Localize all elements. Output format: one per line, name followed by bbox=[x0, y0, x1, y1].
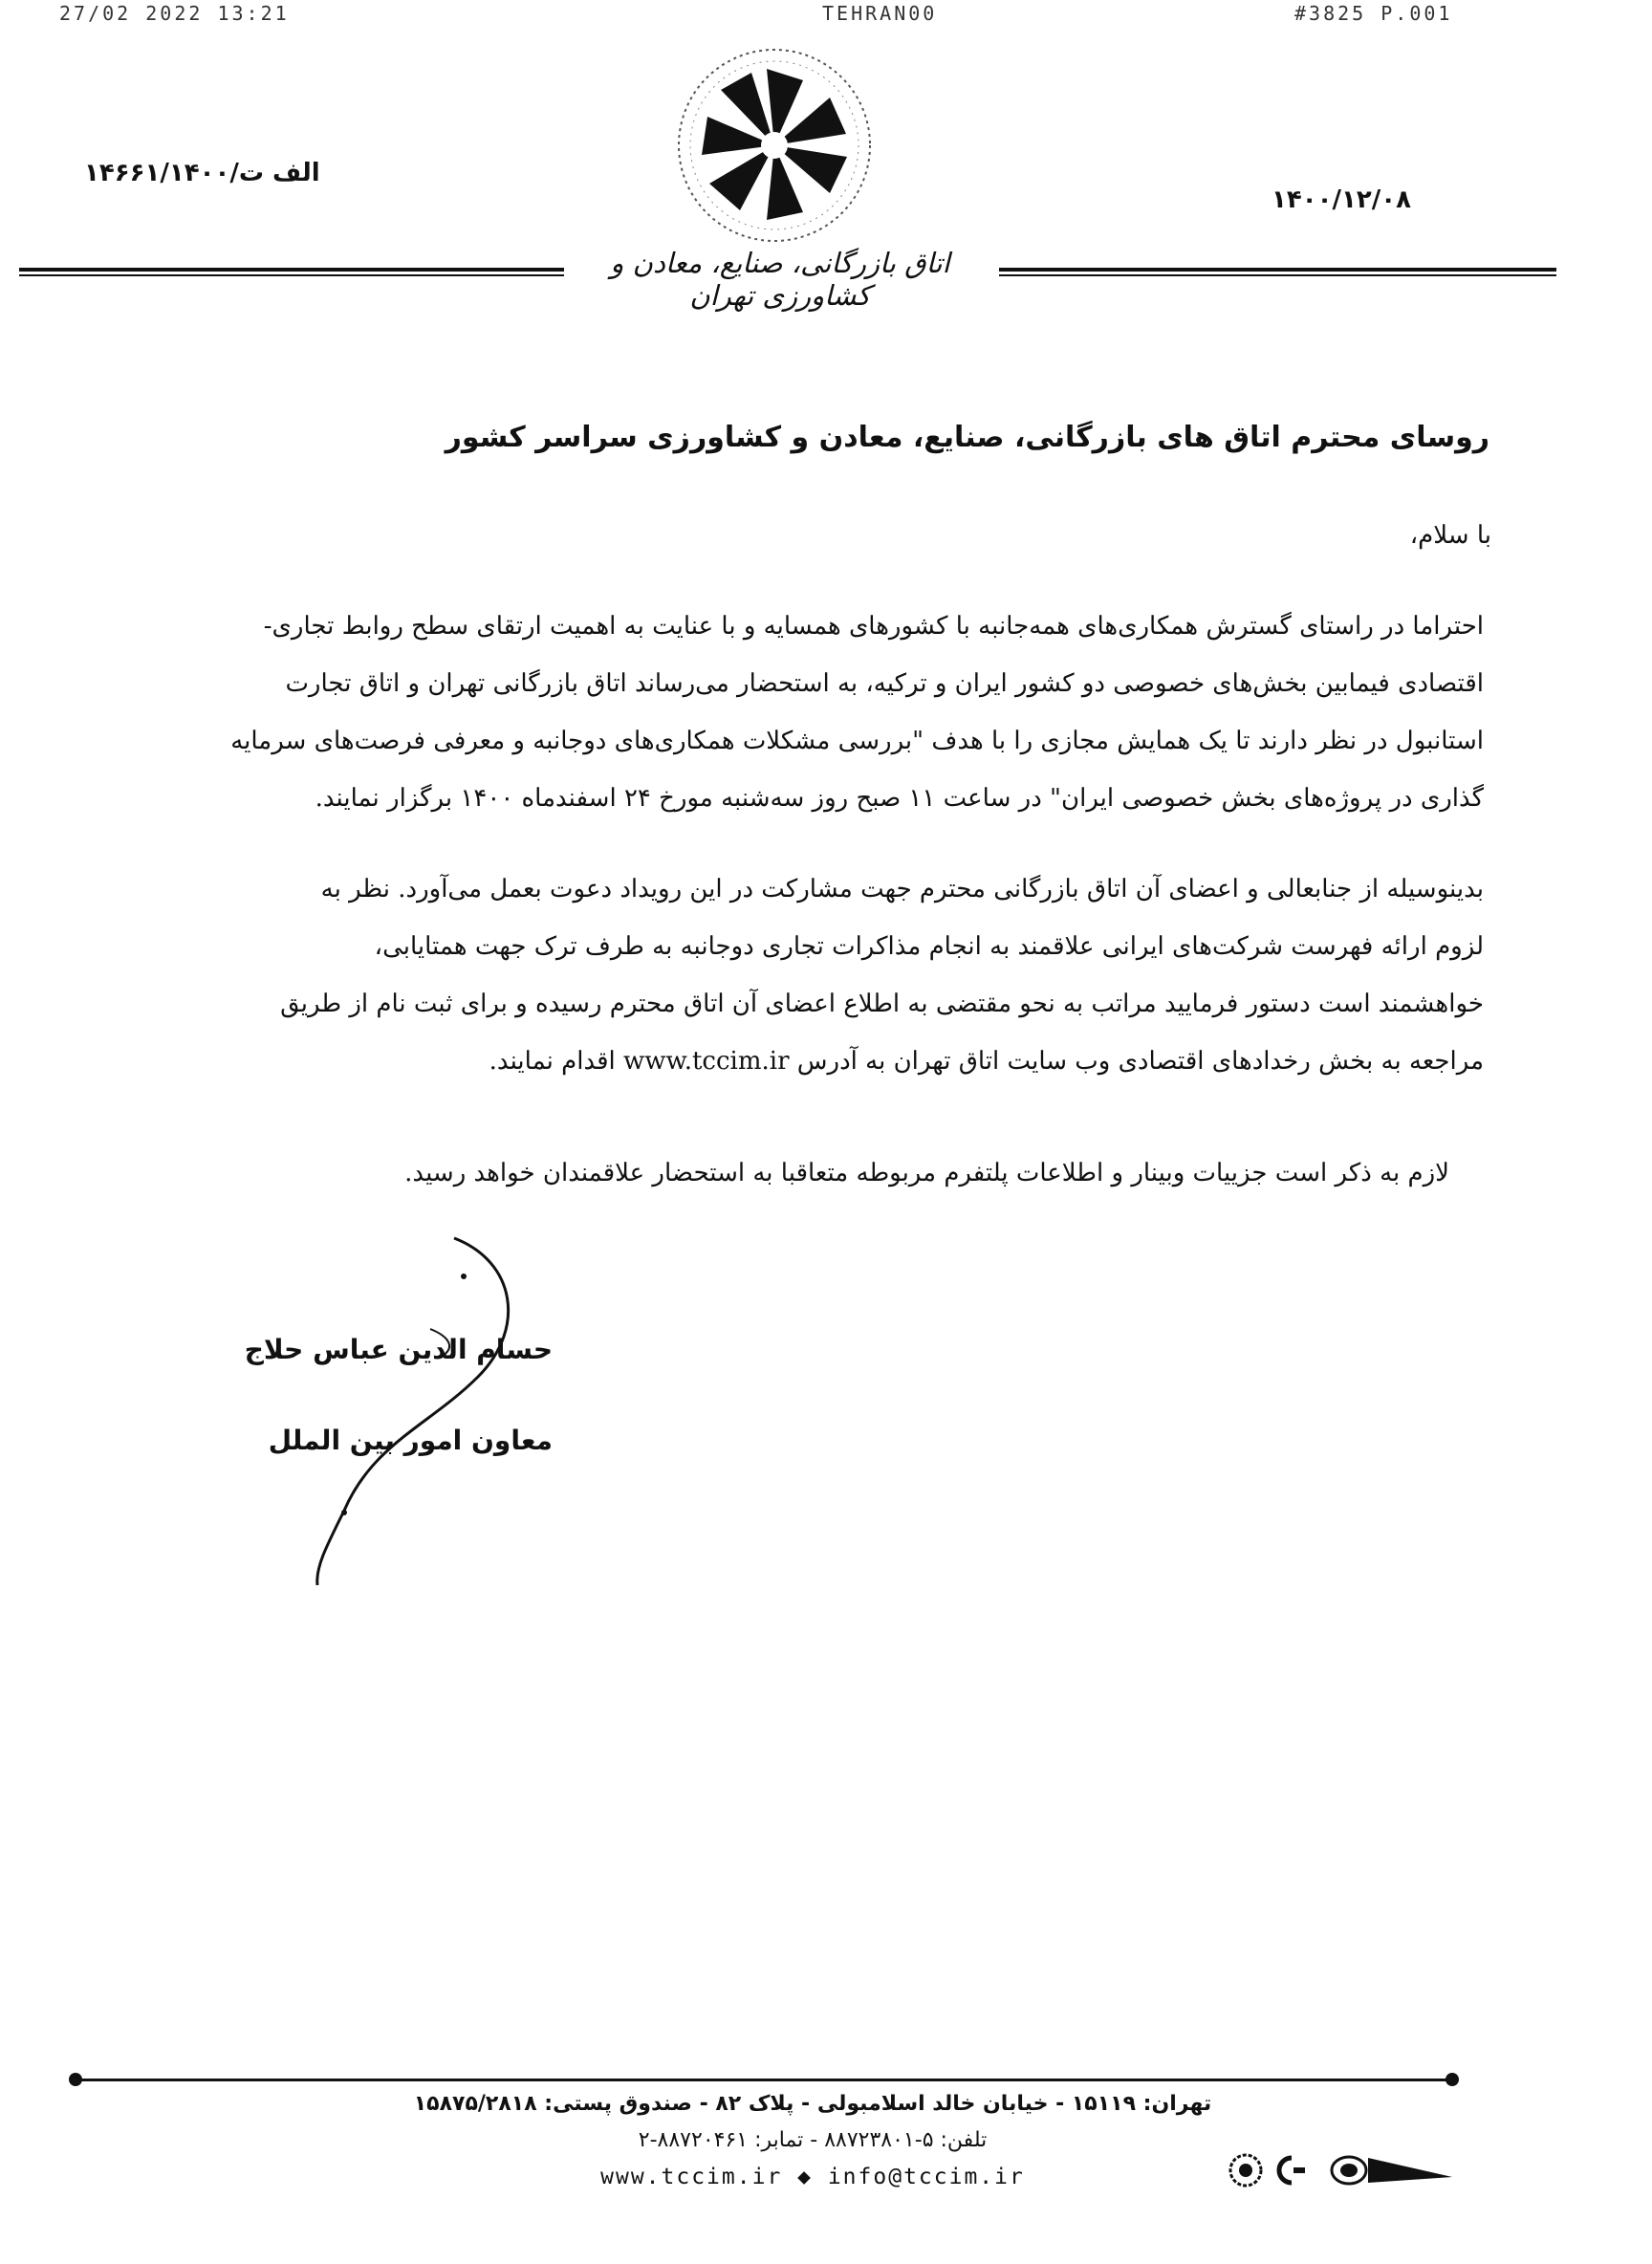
letter-date: ۱۴۰۰/۱۲/۰۸ bbox=[1272, 185, 1411, 214]
paragraph-2-line: لزوم ارائه فهرست شرکت‌های ایرانی علاقمند به انجام مذاکرات تجاری دوجانبه به طرف ترک جهت همتایابی، bbox=[374, 932, 1484, 961]
signer-title: معاون امور بین الملل bbox=[268, 1425, 553, 1456]
recipient-line: روسای محترم اتاق های بازرگانی، صنایع، معادن و کشاورزی سراسر کشور bbox=[445, 421, 1489, 454]
greeting: با سلام، bbox=[1409, 521, 1491, 550]
paragraph-1-line: اقتصادی فیمابین بخش‌های خصوصی دو کشور ایران و ترکیه، به استحضار می‌رساند اتاق بازرگانی تهران و اتاق تجارت bbox=[285, 669, 1484, 698]
paragraph-2-line: خواهشمند است دستور فرمایید مراتب به نحو مقتضی به اطلاع اعضای آن اتاق محترم رسیده و برای ثبت نام از طریق bbox=[280, 990, 1484, 1018]
header-rule-left bbox=[19, 268, 564, 272]
chamber-logo bbox=[660, 40, 889, 270]
fax-sender: TEHRAN00 bbox=[822, 2, 938, 25]
header-rule-right bbox=[999, 268, 1556, 272]
paragraph-1-line: گذاری در پروژه‌های بخش خصوصی ایران" در ساعت ۱۱ صبح روز سه‌شنبه مورخ ۲۴ اسفندماه ۱۴۰۰ برگزار نمایند. bbox=[315, 784, 1484, 813]
handwritten-signature bbox=[287, 1224, 554, 1587]
footer-rule-dot-right bbox=[1446, 2073, 1459, 2086]
fax-datetime: 27/02 2022 13:21 bbox=[59, 2, 290, 25]
paragraph-1-line: احتراما در راستای گسترش همکاری‌های همه‌جانبه با کشورهای همسایه و با عنایت به اهمیت ارتقای سطح روابط تجاری- bbox=[263, 612, 1484, 641]
paragraph-1 bbox=[75, 598, 1484, 827]
footer-web: www.tccim.ir ◆ info@tccim.ir bbox=[600, 2165, 1025, 2189]
footer-rule bbox=[75, 2079, 1451, 2081]
certification-badges bbox=[1227, 2148, 1456, 2192]
paragraph-2 bbox=[75, 860, 1484, 1090]
paragraph-1-line: استانبول در نظر دارند تا یک همایش مجازی را با هدف "بررسی مشکلات همکاری‌های دوجانبه و معرفی فرصت‌های سرمایه bbox=[230, 727, 1484, 755]
fax-page: #3825 P.001 bbox=[1294, 2, 1453, 25]
footer-address: تهران: ۱۵۱۱۹ - خیابان خالد اسلامبولی - پلاک ۸۲ - صندوق پستی: ۱۵۸۷۵/۲۸۱۸ bbox=[413, 2092, 1212, 2116]
footer-phones: تلفن: ۵-۸۸۷۲۳۸۰۱ - تمابر: ۸۸۷۲۰۴۶۱-۲ bbox=[638, 2128, 988, 2152]
paragraph-2-line: بدینوسیله از جنابعالی و اعضای آن اتاق بازرگانی محترم جهت مشارکت در این رویداد دعوت بعمل می‌آورد. نظر به bbox=[320, 875, 1484, 903]
organization-name: اتاق بازرگانی، صنایع، معادن و کشاورزی تهران bbox=[610, 247, 950, 312]
paragraph-2-line: مراجعه به بخش رخدادهای اقتصادی وب سایت اتاق تهران به آدرس www.tccim.ir اقدام نمایند. bbox=[489, 1047, 1484, 1076]
header-rule-right-thin bbox=[999, 274, 1556, 276]
signer-name: حسام الدین عباس حلاج bbox=[244, 1334, 553, 1365]
paragraph-3: لازم به ذکر است جزییات وبینار و اطلاعات پلتفرم مربوطه متعاقبا به استحضار علاقمندان خواهد رسید. bbox=[404, 1159, 1449, 1187]
header-rule-left-thin bbox=[19, 274, 564, 276]
letter-number: ۱۴۶۶۱/۱۴۰۰/الف ت bbox=[84, 159, 320, 187]
